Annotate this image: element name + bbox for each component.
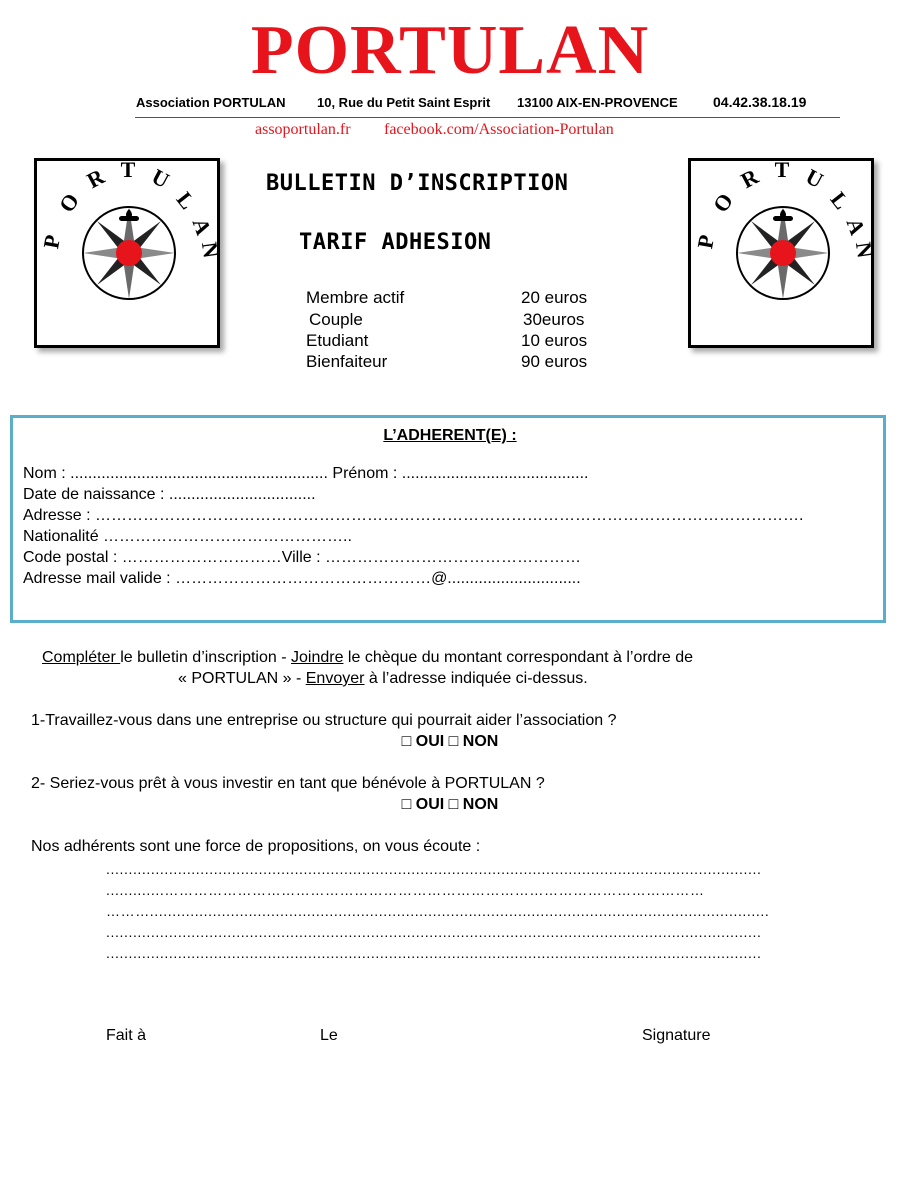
logo-letter: U [147, 163, 174, 194]
name-field[interactable]: Nom : .......................................................... Prénom : .......................................... [23, 465, 589, 482]
rate-label: Membre actif [306, 288, 405, 307]
form-title: BULLETIN D’INSCRIPTION [266, 171, 569, 196]
instruction-text: le chèque du montant correspondant à l’ordre de [343, 649, 694, 666]
city-address: 13100 AIX-EN-PROVENCE [517, 95, 678, 110]
question-2-options[interactable]: □ OUI □ NON [401, 796, 499, 813]
birthdate-field[interactable]: Date de naissance : ................................. [23, 486, 316, 503]
signature-label: Signature [642, 1027, 711, 1044]
place-label: Fait à [106, 1027, 147, 1044]
header-divider [135, 117, 840, 118]
instruction-keyword: Compléter [42, 649, 121, 666]
logo-letter: P [692, 232, 720, 251]
rate-price: 30euros [523, 310, 585, 329]
nationality-field[interactable]: Nationalité ……………………………………….. [23, 528, 352, 545]
logo-letter: N [196, 240, 224, 260]
proposition-line[interactable]: .............………………………………………………………………………………………………… [106, 882, 705, 898]
street-address: 10, Rue du Petit Saint Esprit [317, 95, 491, 110]
logo-letter: R [82, 163, 109, 194]
proposition-line[interactable]: .................................................................................................................................................. [106, 861, 762, 877]
logo-letter: A [841, 214, 871, 239]
rate-label: Couple [309, 310, 363, 329]
postal-city-field[interactable]: Code postal : …………………………Ville : ………………………………………… [23, 549, 582, 566]
logo-letter: R [736, 163, 763, 194]
logo-letter: T [120, 157, 136, 182]
rate-label: Bienfaiteur [306, 352, 388, 371]
logo-left [34, 157, 224, 348]
compass-rose-icon [691, 157, 878, 345]
instruction-text: le bulletin d’inscription - [120, 649, 291, 666]
phone-number: 04.42.38.18.19 [713, 94, 807, 110]
rate-price: 10 euros [521, 331, 588, 350]
address-field[interactable]: Adresse : ……………………………………………………………………………………………………………………. [23, 507, 804, 524]
proposition-line[interactable]: .................................................................................................................................................. [106, 924, 762, 940]
website-link[interactable]: assoportulan.fr [255, 121, 351, 138]
email-field[interactable]: Adresse mail valide : …………………………………………@.............................. [23, 570, 581, 587]
logo-letter: L [825, 186, 855, 214]
tarif-title: TARIF ADHESION [299, 230, 492, 255]
rate-price: 20 euros [521, 288, 588, 307]
page-title: PORTULAN [250, 12, 650, 89]
question-2: 2- Seriez-vous prêt à vous investir en tant que bénévole à PORTULAN ? [31, 775, 545, 792]
logo-letter: U [801, 163, 828, 194]
instruction-keyword: Joindre [291, 649, 344, 666]
compass-rose-icon [37, 157, 224, 345]
logo-letter: O [707, 188, 739, 217]
propositions-label: Nos adhérents sont une force de propositions, on vous écoute : [31, 838, 481, 855]
logo-letter: L [171, 186, 201, 214]
instruction-text: à l’adresse indiquée ci-dessus. [364, 670, 588, 687]
association-name: Association PORTULAN [136, 95, 286, 110]
question-1-options[interactable]: □ OUI □ NON [401, 733, 499, 750]
logo-letter: N [850, 240, 878, 260]
logo-letter: P [38, 232, 66, 251]
question-1: 1-Travaillez-vous dans une entreprise ou structure qui pourrait aider l’association ? [31, 712, 617, 729]
instructions-line1 [42, 649, 693, 667]
proposition-line[interactable]: ……….......................................................................................................................................... [106, 903, 770, 919]
rate-label: Etudiant [306, 331, 369, 350]
rate-price: 90 euros [521, 352, 588, 371]
proposition-line[interactable]: .................................................................................................................................................. [106, 945, 762, 961]
facebook-link[interactable]: facebook.com/Association-Portulan [384, 121, 614, 138]
date-label: Le [320, 1027, 338, 1044]
logo-right [688, 157, 878, 348]
adherent-title: L’ADHERENT(E) : [383, 427, 517, 444]
instruction-keyword: Envoyer [305, 670, 365, 687]
logo-letter: A [187, 214, 217, 239]
instructions-line2 [178, 670, 588, 688]
logo-letter: T [774, 157, 790, 182]
instruction-text: « PORTULAN » - [178, 670, 306, 687]
logo-letter: O [53, 188, 85, 217]
